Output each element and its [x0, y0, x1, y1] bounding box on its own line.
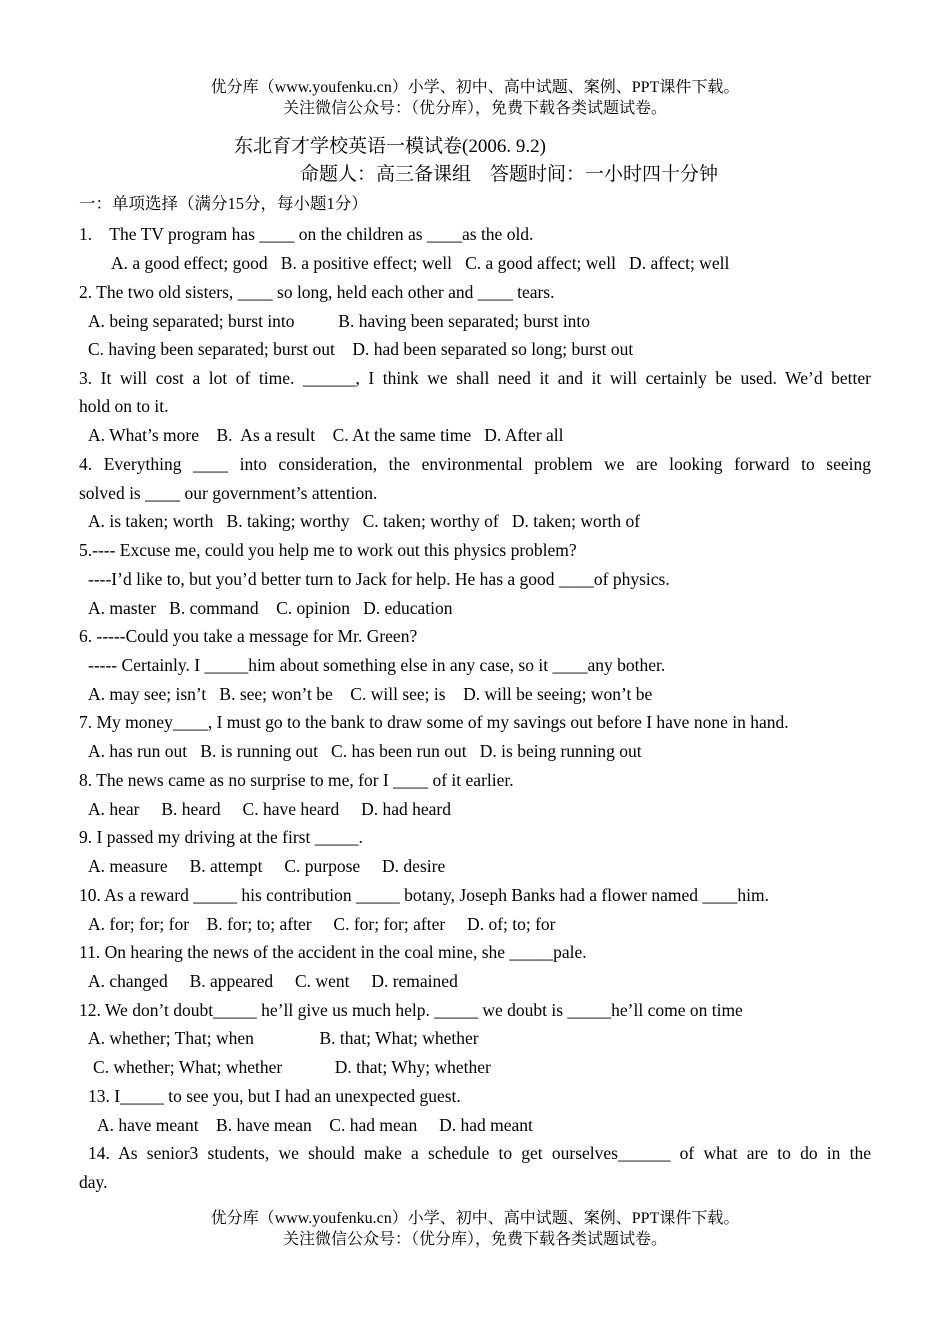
footer-line-1: 优分库（www.youfenku.cn）小学、初中、高中试题、案例、PPT课件下载。 — [210, 1210, 740, 1227]
header-line-1: 优分库（www.youfenku.cn）小学、初中、高中试题、案例、PPT课件下载。 — [210, 79, 740, 96]
question-12-options-1: A. whether; That; when B. that; What; whether — [88, 1028, 479, 1048]
question-4-stem-2: solved is ____ our government’s attention. — [79, 483, 378, 503]
question-5-stem-1: 5.---- Excuse me, could you help me to work out this physics problem? — [79, 540, 577, 560]
question-10-stem: 10. As a reward _____ his contribution _____ botany, Joseph Banks had a flower named ____him. — [79, 885, 770, 905]
question-9-stem: 9. I passed my driving at the first _____. — [79, 827, 363, 847]
question-6-stem-2: ----- Certainly. I _____him about something else in any case, so it ____any bother. — [88, 655, 666, 675]
question-4-stem-1: 4. Everything ____ into consideration, the environmental problem we are looking forward to seeing — [79, 454, 871, 474]
question-9-options: A. measure B. attempt C. purpose D. desire — [88, 856, 446, 876]
question-3-stem-2: hold on to it. — [79, 396, 169, 416]
question-2-options-2: C. having been separated; burst out D. had been separated so long; burst out — [88, 339, 634, 359]
question-4-options: A. is taken; worth B. taking; worthy C. taken; worthy of D. taken; worth of — [88, 511, 641, 531]
question-14-stem-2: day. — [79, 1172, 108, 1192]
section-heading: 一：单项选择（满分15分，每小题1分） — [79, 194, 368, 213]
question-7-options: A. has run out B. is running out C. has been run out D. is being running out — [88, 741, 642, 761]
question-3-stem-1: 3. It will cost a lot of time. ______, I think we shall need it and it will certainly be used. We’d better — [79, 368, 871, 388]
question-5-options: A. master B. command C. opinion D. education — [88, 598, 453, 618]
question-11-stem: 11. On hearing the news of the accident in the coal mine, she _____pale. — [79, 942, 587, 962]
question-6-options: A. may see; isn’t B. see; won’t be C. will see; is D. will be seeing; won’t be — [88, 684, 653, 704]
question-1-options: A. a good effect; good B. a positive effect; well C. a good affect; well D. affect; well — [111, 253, 730, 273]
question-8-stem: 8. The news came as no surprise to me, for I ____ of it earlier. — [79, 770, 514, 790]
question-6-stem-1: 6. -----Could you take a message for Mr. Green? — [79, 626, 418, 646]
question-10-options: A. for; for; for B. for; to; after C. for; for; after D. of; to; for — [88, 914, 556, 934]
header-line-2: 关注微信公众号：（优分库），免费下载各类试题试卷。 — [282, 100, 667, 117]
question-13-stem: 13. I_____ to see you, but I had an unexpected guest. — [88, 1086, 461, 1106]
question-3-options: A. What’s more B. As a result C. At the same time D. After all — [88, 425, 564, 445]
footer-line-2: 关注微信公众号：（优分库），免费下载各类试题试卷。 — [282, 1231, 667, 1248]
exam-subtitle: 命题人：高三备课组 答题时间：一小时四十分钟 — [300, 164, 719, 185]
question-11-options: A. changed B. appeared C. went D. remained — [88, 971, 458, 991]
question-7-stem: 7. My money____, I must go to the bank to draw some of my savings out before I have none in hand. — [79, 712, 789, 732]
question-14-stem-1: 14. As senior3 students, we should make a schedule to get ourselves______ of what are to do in the — [88, 1143, 871, 1163]
question-13-options: A. have meant B. have mean C. had mean D. had meant — [97, 1115, 533, 1135]
question-2-stem: 2. The two old sisters, ____ so long, held each other and ____ tears. — [79, 282, 555, 302]
question-1-stem: 1. The TV program has ____ on the children as ____as the old. — [79, 224, 534, 244]
exam-title: 东北育才学校英语一模试卷(2006. 9.2) — [234, 136, 546, 157]
question-12-options-2: C. whether; What; whether D. that; Why; whether — [93, 1057, 491, 1077]
question-12-stem: 12. We don’t doubt_____ he’ll give us much help. _____ we doubt is _____he’ll come on time — [79, 1000, 743, 1020]
question-5-stem-2: ----I’d like to, but you’d better turn to Jack for help. He has a good ____of physics. — [88, 569, 670, 589]
question-8-options: A. hear B. heard C. have heard D. had heard — [88, 799, 451, 819]
question-2-options-1: A. being separated; burst into B. having been separated; burst into — [88, 311, 591, 331]
